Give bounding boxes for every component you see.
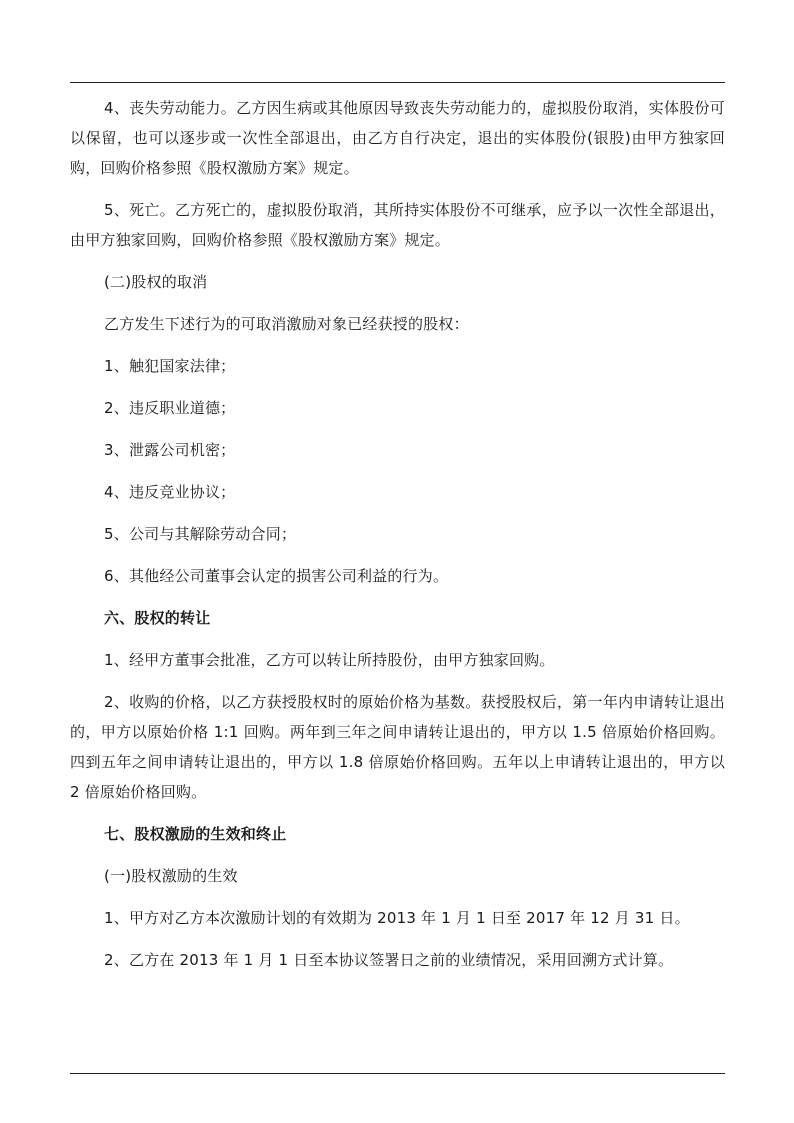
paragraph: 1、经甲方董事会批准，乙方可以转让所持股份，由甲方独家回购。 bbox=[104, 651, 555, 669]
list-item: 1、触犯国家法律； bbox=[104, 357, 236, 375]
list-item: 3、泄露公司机密； bbox=[104, 441, 236, 459]
paragraph: 2、乙方在 2013 年 1 月 1 日至本协议签署日之前的业绩情况，采用回溯方式计算。 bbox=[104, 951, 674, 969]
document-body bbox=[70, 93, 725, 975]
list-item: 6、其他经公司董事会认定的损害公司利益的行为。 bbox=[104, 567, 449, 585]
header-rule bbox=[70, 82, 725, 83]
paragraph: 2、收购的价格，以乙方获授股权时的原始价格为基数。获授股权后，第一年内申请转让退出的，甲方以原始价格 1:1 回购。两年到三年之间申请转让退出的，甲方以 1.5 倍原始价格回购。四到五年之间申请转让退出的，甲方以 1.8 倍原始价格回购。五年以上申请转让退出的，甲方以 2 倍原始价格回购。 bbox=[70, 693, 725, 801]
list-item: 2、违反职业道德； bbox=[104, 399, 236, 417]
subsection-heading: (二)股权的取消 bbox=[104, 273, 208, 291]
list-item: 5、公司与其解除劳动合同； bbox=[104, 525, 297, 543]
paragraph: 5、死亡。乙方死亡的，虚拟股份取消，其所持实体股份不可继承，应予以一次性全部退出，由甲方独家回购，回购价格参照《股权激励方案》规定。 bbox=[70, 201, 725, 249]
section-heading: 七、股权激励的生效和终止 bbox=[104, 825, 287, 843]
list-item: 4、违反竞业协议； bbox=[104, 483, 236, 501]
footer-rule bbox=[70, 1073, 725, 1074]
paragraph: 1、甲方对乙方本次激励计划的有效期为 2013 年 1 月 1 日至 2017 年 12 月 31 日。 bbox=[104, 909, 690, 927]
paragraph: 4、丧失劳动能力。乙方因生病或其他原因导致丧失劳动能力的，虚拟股份取消，实体股份可以保留，也可以逐步或一次性全部退出，由乙方自行决定，退出的实体股份(银股)由甲方独家回购，回购价格参照《股权激励方案》规定。 bbox=[70, 99, 725, 177]
paragraph: 乙方发生下述行为的可取消激励对象已经获授的股权： bbox=[104, 315, 469, 333]
subsection-heading: (一)股权激励的生效 bbox=[104, 867, 238, 885]
section-heading: 六、股权的转让 bbox=[104, 609, 211, 627]
